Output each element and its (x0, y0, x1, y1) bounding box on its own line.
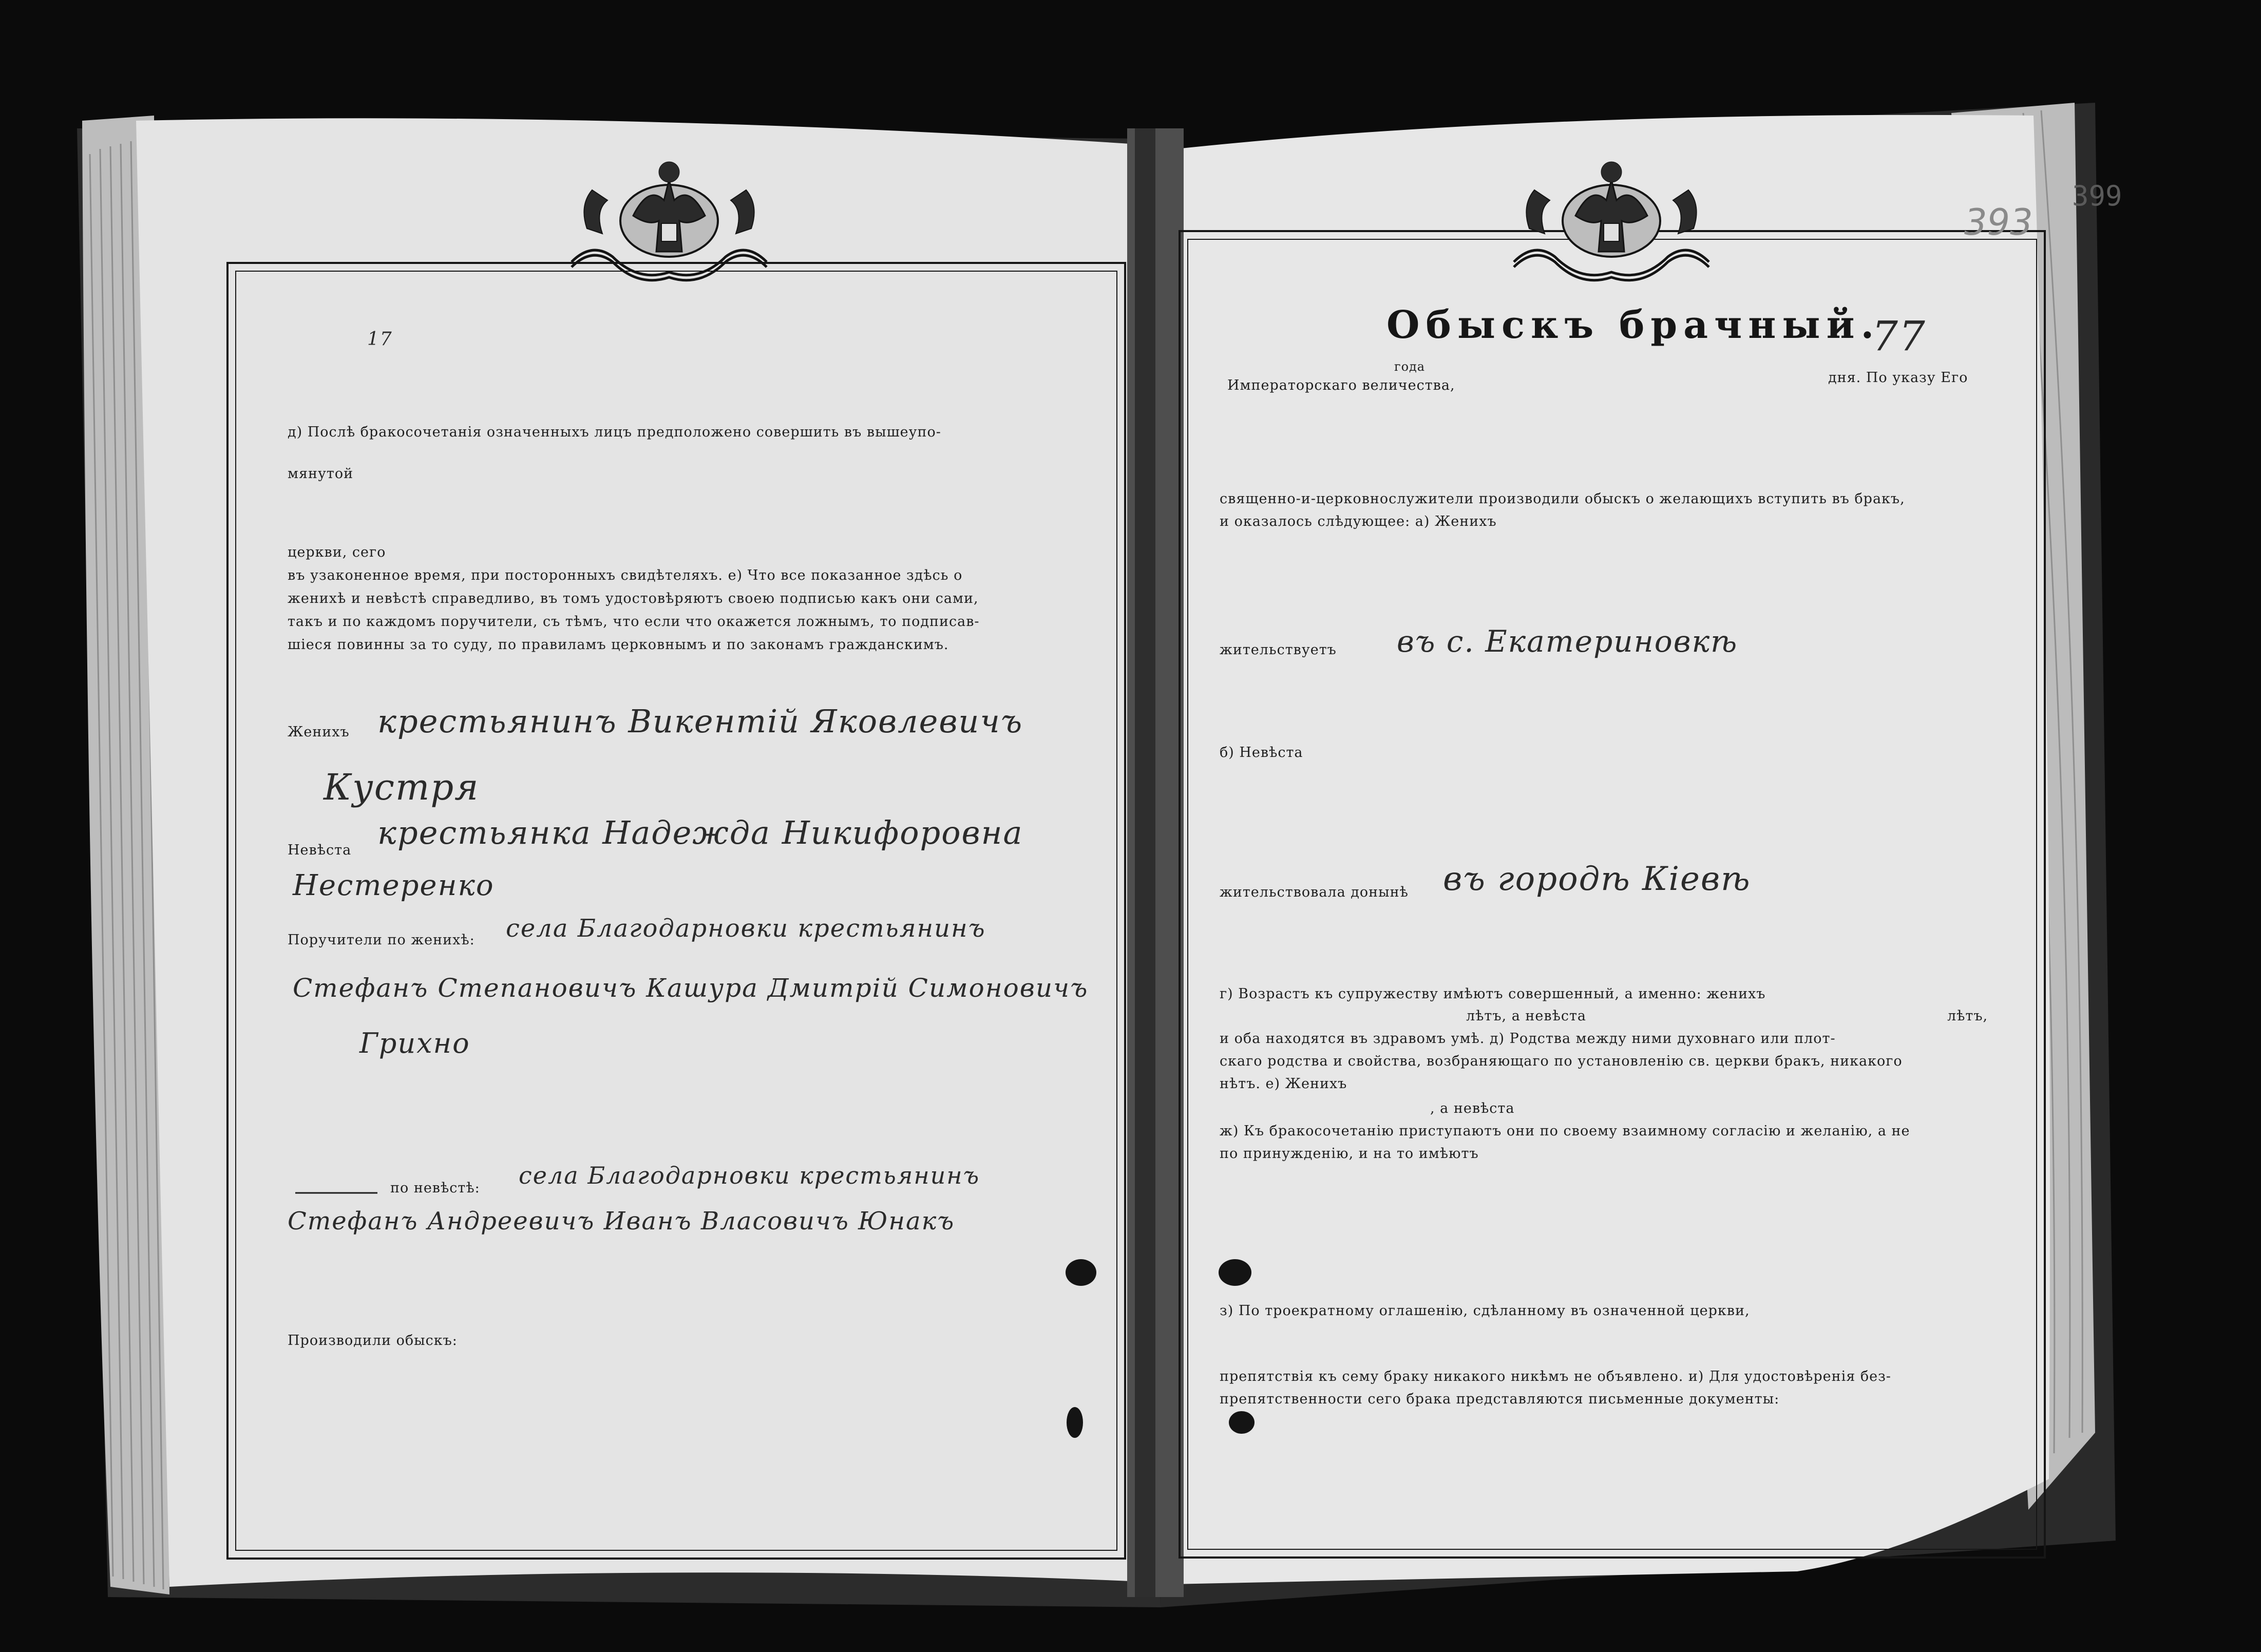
conducted-label: Производили обыскъ: (288, 1333, 458, 1349)
right-line-1: Императорскаго величества, (1227, 377, 1455, 393)
right-line-2: священно-и-церковнослужители производили обыскъ о желающихъ вступить въ бракъ, (1220, 491, 1905, 507)
groom-label: Женихъ (288, 724, 350, 740)
right-line-8-right: лѣтъ, (1947, 1008, 1988, 1024)
right-line-11: нѣтъ. е) Женихъ (1220, 1076, 1347, 1092)
right-line-7: г) Возрастъ къ супружеству имѣютъ совершенный, а именно: женихъ (1220, 986, 1766, 1002)
right-line-14: по принужденію, и на то имѣютъ (1220, 1146, 1479, 1162)
right-line-1-right: дня. По указу Его (1828, 370, 1968, 386)
right-line-9: и оба находятся въ здравомъ умѣ. д) Родства между ними духовнаго или плот- (1220, 1031, 1836, 1047)
groom-sureties-line1: села Благодарновки крестьянинъ (506, 914, 986, 943)
bride-sureties-line2: Стефанъ Андреевичъ Иванъ Власовичъ Юнакъ (288, 1207, 955, 1236)
right-line-12: , а невѣста (1430, 1100, 1515, 1116)
right-line-6: жительствовала донынѣ (1220, 884, 1409, 900)
folio-pencil: 393 (1964, 201, 2033, 243)
right-line-16: препятствія къ сему браку никакого никѣмъ не объявлено. и) Для удостовѣренія без- (1220, 1369, 1891, 1384)
bride-name-line1: крестьянка Надежда Никифоровна (377, 814, 1023, 851)
left-line-5: женихѣ и невѣстѣ справедливо, въ томъ удостовѣряютъ своею подписью какъ они сами, (288, 591, 979, 606)
right-line-17: препятственности сего брака представляются письменные документы: (1220, 1391, 1780, 1407)
left-line-3: церкви, сего (288, 544, 386, 560)
right-line-8: лѣтъ, а невѣста (1466, 1008, 1587, 1024)
document-title: Обыскъ брачный. (1386, 303, 1880, 347)
record-number: 77 (1872, 312, 1926, 360)
right-line-4: жительствуетъ (1220, 642, 1337, 658)
right-line-13: ж) Къ бракосочетанію приступаютъ они по своему взаимному согласію и желанію, а не (1220, 1123, 1910, 1139)
left-line-1: д) Послѣ бракосочетанія означенныхъ лицъ предположено совершить въ вышеупо- (288, 424, 941, 440)
groom-name-line1: крестьянинъ Викентій Яковлевичъ (377, 702, 1023, 740)
left-line-7: шіеся повинны за то суду, по правиламъ церковнымъ и по законамъ гражданскимъ. (288, 637, 949, 653)
left-line-2: мянутой (288, 466, 354, 482)
right-line-3: и оказалось слѣдующее: а) Женихъ (1220, 514, 1497, 529)
bride-residence: въ городѣ Кіевѣ (1443, 860, 1751, 898)
left-line-4: въ узаконенное время, при посторонныхъ свидѣтеляхъ. е) Что все показанное здѣсь о (288, 567, 963, 583)
folio-stamped: 399 (2072, 180, 2122, 212)
bride-label: Невѣста (288, 842, 352, 858)
groom-name-line2: Кустря (324, 766, 480, 808)
groom-residence: въ с. Екатериновкѣ (1397, 624, 1738, 659)
right-line-10: скаго родства и свойства, возбраняющаго по установленію св. церкви бракъ, никакого (1220, 1053, 1903, 1069)
bride-name-line2: Нестеренко (293, 869, 495, 902)
groom-sureties-line2: Стефанъ Степановичъ Кашура Дмитрій Симоновичъ (293, 973, 1089, 1003)
year-label: года (1394, 359, 1426, 374)
groom-sureties-label: Поручители по женихѣ: (288, 932, 475, 948)
bride-sureties-line1: села Благодарновки крестьянинъ (519, 1162, 980, 1189)
right-line-15: з) По троекратному оглашенію, сдѣланному въ означенной церкви, (1220, 1303, 1750, 1319)
bride-sureties-label: по невѣстѣ: (390, 1180, 480, 1196)
margin-mark: 17 (367, 329, 393, 350)
groom-sureties-line3: Грихно (359, 1027, 470, 1059)
right-line-5: б) Невѣста (1220, 745, 1303, 761)
left-line-6: такъ и по каждомъ поручители, съ тѣмъ, что если что окажется ложнымъ, то подписав- (288, 614, 980, 630)
